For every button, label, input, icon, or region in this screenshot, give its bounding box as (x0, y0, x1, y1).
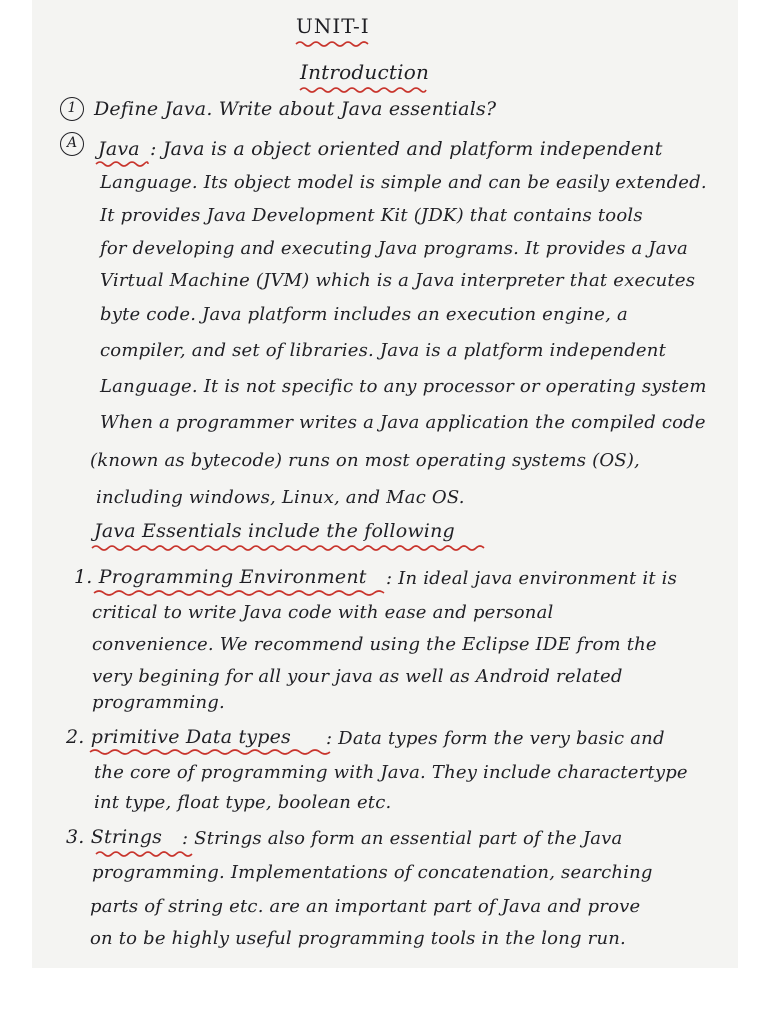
essential-item-line: int type, float type, boolean etc. (94, 792, 392, 813)
essential-item-line: convenience. We recommend using the Eclipse IDE from the (92, 634, 657, 655)
answer-marker: A (60, 132, 84, 156)
essential-item-line: the core of programming with Java. They include charactertype (94, 762, 688, 783)
section-title: Introduction (300, 60, 430, 84)
essential-item-title: 2. primitive Data types (66, 726, 292, 748)
essential-item-line: parts of string etc. are an important part of Java and prove (90, 896, 641, 917)
answer-line: Virtual Machine (JVM) which is a Java interpreter that executes (100, 270, 696, 291)
essentials-heading: Java Essentials include the following (94, 520, 455, 542)
answer-line: Language. It is not specific to any processor or operating system (100, 376, 707, 397)
essential-item-line: programming. (92, 692, 225, 713)
essential-item-line: : In ideal java environment it is (386, 568, 678, 589)
essential-item-line: critical to write Java code with ease and personal (92, 602, 554, 623)
answer-line: It provides Java Development Kit (JDK) that contains tools (100, 205, 643, 226)
answer-line: When a programmer writes a Java application the compiled code (100, 412, 706, 433)
java-label: Java (98, 138, 140, 160)
item3-title-underline (96, 850, 192, 858)
answer-line: Language. Its object model is simple and can be easily extended. (100, 172, 707, 193)
question-text: Define Java. Write about Java essentials? (94, 98, 497, 120)
essential-item-title: 3. Strings (66, 826, 163, 848)
item2-title-underline (90, 748, 330, 756)
essentials-heading-underline (92, 544, 484, 552)
essential-item-title: 1. Programming Environment (74, 566, 367, 588)
unit-title: UNIT-I (296, 14, 370, 38)
essential-item-line: on to be highly useful programming tools in the long run. (90, 928, 626, 949)
section-underline (300, 86, 426, 94)
essential-item-line: : Strings also form an essential part of the Java (182, 828, 623, 849)
essential-item-line: programming. Implementations of concatenation, searching (92, 862, 653, 883)
answer-line: : Java is a object oriented and platform independent (150, 138, 663, 160)
answer-line: (known as bytecode) runs on most operating systems (OS), (90, 450, 640, 471)
answer-line: byte code. Java platform includes an execution engine, a (100, 304, 628, 325)
notebook-page (32, 0, 738, 968)
essential-item-line: very begining for all your java as well as Android related (92, 666, 623, 687)
answer-line: for developing and executing Java programs. It provides a Java (100, 238, 688, 259)
answer-line: compiler, and set of libraries. Java is a platform independent (100, 340, 667, 361)
answer-line: including windows, Linux, and Mac OS. (96, 487, 465, 508)
unit-underline (296, 40, 368, 48)
item1-title-underline (94, 589, 384, 597)
question-number-marker: 1 (60, 97, 84, 121)
essential-item-line: : Data types form the very basic and (326, 728, 665, 749)
java-label-underline (96, 160, 148, 168)
